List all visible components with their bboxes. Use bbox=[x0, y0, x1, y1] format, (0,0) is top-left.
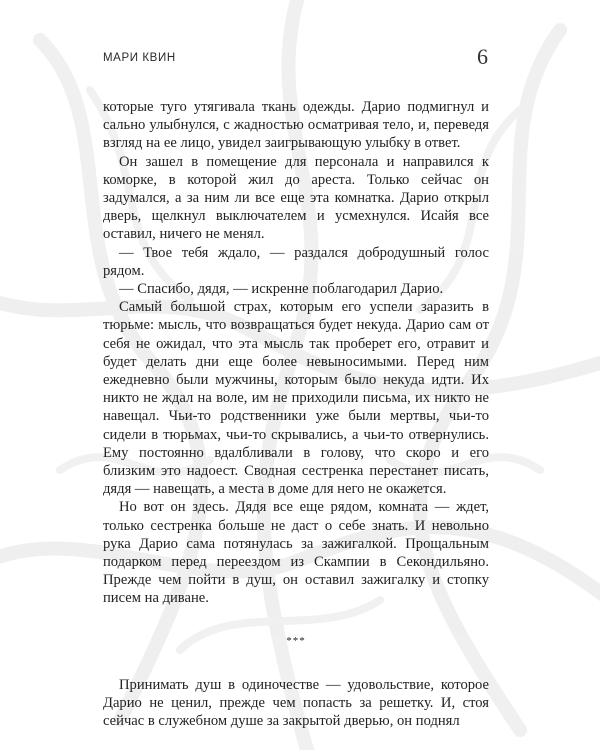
paragraph: Он зашел в помещение для персонала и направился к коморке, в которой жил до ареста. Только сейчас он задумался, а за ним ли все еще эта комнатка. Дарио открыл дверь, щелкнул выключателем и усмехнулся. Исайя все оставил, ничего не менял. bbox=[103, 153, 489, 243]
paragraph: которые туго утягивала ткань одежды. Дарио подмигнул и сально улыбнулся, с жадностью осматривая тело, и, переведя взгляд на ее лицо, увидел заигрывающую улыбку в ответ. bbox=[103, 99, 489, 152]
paragraph: — Спасибо, дядя, — искренне поблагодарил Дарио. bbox=[119, 281, 444, 298]
running-head-author: МАРИ КВИН bbox=[103, 52, 176, 64]
section-separator: *** bbox=[286, 634, 306, 647]
page-number: 6 bbox=[477, 44, 488, 69]
paragraph: Принимать душ в одиночестве — удовольствие, которое Дарио не ценил, прежде чем попасть за решетку. И, стоя сейчас в служебном душе за закрытой дверью, он поднял bbox=[103, 676, 489, 730]
paragraph: — Твое тебя ждало, — раздался добродушный голос рядом. bbox=[103, 244, 489, 279]
body-text bbox=[103, 98, 489, 731]
paragraph: Самый большой страх, которым его успели заразить в тюрьме: мысль, что возвращаться будет некуда. Дарио сам от себя не ожидал, что эта мысль так проберет его, отравит и будет делать дни еще более невыносимыми. Перед ним ежедневно были мужчины, которым было некуда идти. Их никто не ждал на воле, им не приходили письма, их никто не навещал. Чьи-то родственники уже были мертвы, чьи-то сидели в тюрьмах, чьи-то скрывались, а чьи-то отвернулись. Ему постоянно вдалбливали в голову, что скоро и его близким это надоест. Сводная сестренка перестанет писать, дядя — навещать, а места в доме для него не окажется. bbox=[103, 299, 489, 498]
paragraph: Но вот он здесь. Дядя все еще рядом, комната — ждет, только сестренка больше не даст о себе знать. И невольно рука Дарио сама потянулась за зажигалкой. Прощальным подарком перед переездом из Скампии в Секондильяно. Прежде чем пойти в душ, он оставил зажигалку и стопку писем на диване. bbox=[103, 499, 489, 607]
